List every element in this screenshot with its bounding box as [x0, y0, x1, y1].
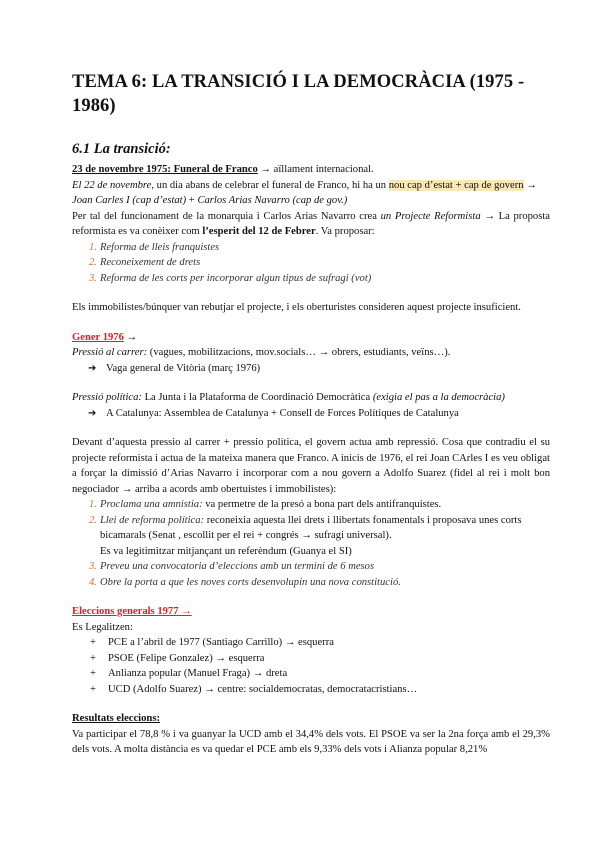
list-item: + UCD (Adolfo Suarez) → centre: socialdemocratas, democratacristians… [90, 683, 418, 695]
list-item: 3. Preveu una convocatoria d’eleccions amb un termini de 6 mesos [89, 561, 375, 572]
party-list [72, 635, 550, 697]
pressio-politica: Pressió política: La Junta i la Plataforma de Coordinació Democràtica (exigia el pas a la democràcia) [72, 392, 505, 403]
catalunya-list [72, 406, 550, 422]
section-heading: 6.1 La transició: [72, 141, 171, 157]
projecte-paragraph: Per tal del funcionament de la monarquia i Carlos Arias Navarro crea un Projecte Reformista → La proposta reformista es va conèixer com l’esperit del 12 de Febrer. Va proposar: [72, 210, 550, 237]
list-item: Es va legitimitzar mitjançant un referèndum (Guanya el SI) [100, 545, 352, 557]
list-item: 1. Proclama una amnistia: va permetre de la presó a bona part dels antifranquistes. [89, 499, 442, 510]
list-item: 1. Reforma de lleis franquistes [89, 241, 220, 253]
devant-paragraph: Devant d’aquesta pressio al carrer + pressio politica, el govern actua amb repressió. Cosa que contradiu el su projecte reformista i actua de la mateixa manera que Franco. A inicis de 1976, el rei Joan CArles I es veu obligat a forçar la dimissió d’Arias Navarro i incorporar com a nou govern a Adolfo Suarez (fidel al rei i molt bon negociador → arriba a acords amb obertuistes i immobilistes): [72, 437, 550, 495]
eleccions-heading: Eleccions generals 1977 → [72, 606, 192, 617]
resultats-paragraph: Va participar el 78,8 % i va guanyar la UCD amb el 34,4% dels vots. El PSOE va ser la 2na força amb el 29,3% dels vots. A molta distància es va quedar el PCE amb els 9,33% dels vots i Alianza popular 8,21% [72, 728, 550, 755]
list-item: 3. Reforma de les corts per incorporar algun tipus de sufragi (vot) [89, 272, 372, 284]
arrow-bullet-icon: ➔ [88, 407, 97, 419]
immobilistes-paragraph: Els immobilistes/búnquer van rebutjar el projecte, i els oberturistes consideren aquest projecte insuficient. [72, 302, 521, 313]
legalitzen-label: Es Legalitzen: [72, 621, 133, 633]
funeral-line: 23 de novembre 1975: Funeral de Franco → aïllament internacional. [72, 164, 374, 175]
list-item: 2. Llei de reforma política: reconeixia aquesta llei drets i llibertats fonamentals i proposava unes corts bicamarals (Senat , escollit per el rei + congrés → sufragi universal). [89, 514, 522, 541]
list-item: + PCE a l’abril de 1977 (Santiago Carrillo) → esquerra [90, 637, 334, 648]
gener-heading: Gener 1976 → [72, 331, 138, 343]
list-item: ➔ Vaga general de Vitòria (març 1976) [72, 361, 550, 377]
vaga-list [72, 361, 550, 377]
list-item: 4. Obre la porta a que les noves corts desenvolupin una nova constitució. [89, 576, 401, 588]
nov22-paragraph: El 22 de novembre, un dia abans de celebrar el funeral de Franco, hi ha un nou cap d’estat + cap de govern → Joan Carles I (cap d’estat) + Carlos Arias Navarro (cap de gov.) [72, 179, 537, 206]
funeral-date: 23 de novembre 1975: Funeral de Franco [72, 164, 258, 175]
proposal-list [72, 240, 550, 287]
list-item: + Anlianza popular (Manuel Fraga) → dreta [90, 668, 288, 679]
resultats-heading: Resultats eleccions: [72, 713, 160, 724]
pressio-carrer: Pressió al carrer: (vagues, mobilitzacions, mov.socials… → obrers, estudiants, veïns…). [72, 347, 451, 358]
list-item: ➔ A Catalunya: Assemblea de Catalunya + Consell de Forces Polítiques de Catalunya [72, 406, 550, 422]
suarez-list [72, 497, 550, 590]
list-item: 2. Reconeixement de drets [89, 257, 201, 268]
page-title: TEMA 6: LA TRANSICIÓ I LA DEMOCRÀCIA (1975 - 1986) [72, 72, 525, 116]
arrow-bullet-icon: ➔ [88, 362, 97, 374]
list-item: + PSOE (Felipe Gonzalez) → esquerra [90, 652, 265, 664]
